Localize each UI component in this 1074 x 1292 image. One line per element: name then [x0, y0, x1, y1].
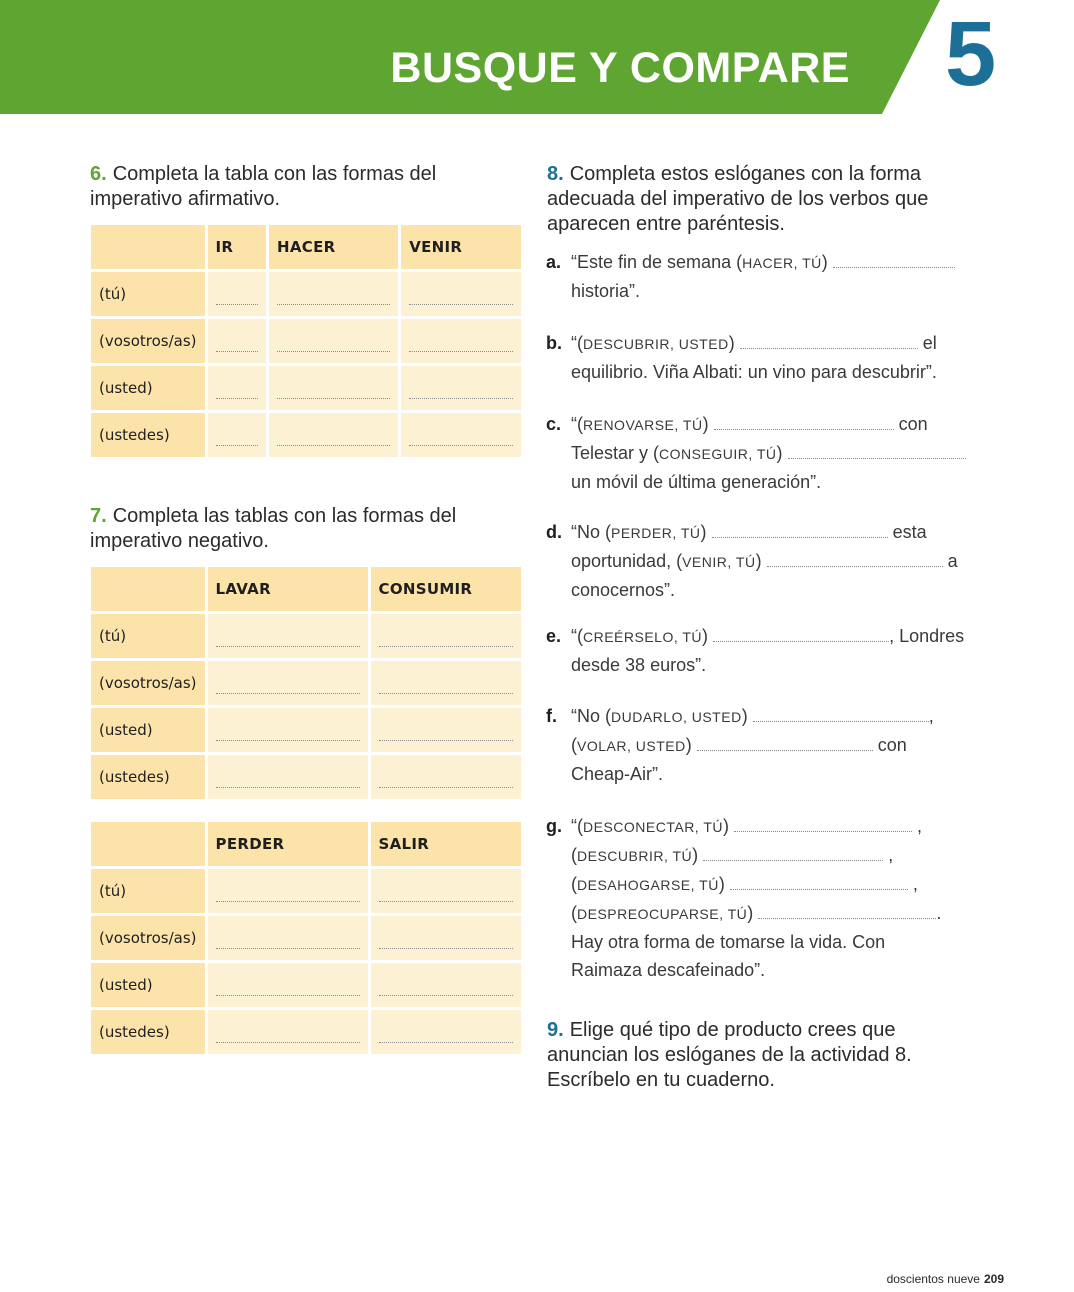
- exercise-6-text: Completa la tabla con las formas del imperativo afirmativo.: [90, 163, 437, 210]
- slogan-text: ): [702, 626, 709, 646]
- slogan-text: (: [571, 903, 577, 923]
- table-header-row: [91, 822, 521, 866]
- slogan-a: [546, 248, 986, 305]
- slogan-text: a: [947, 551, 958, 571]
- table-row: [91, 614, 521, 658]
- answer-cell[interactable]: [371, 916, 521, 960]
- slogan-text: oportunidad, (: [571, 551, 683, 571]
- slogan-text: ): [755, 551, 762, 571]
- exercise-6-number: 6.: [90, 163, 107, 185]
- slogan-text: “No (: [571, 522, 611, 542]
- slogan-letter: g.: [546, 816, 562, 836]
- slogan-text: desde 38 euros”.: [571, 655, 707, 675]
- answer-cell[interactable]: [269, 319, 398, 363]
- slogan-g: [546, 812, 986, 984]
- slogan-c: [546, 410, 986, 496]
- slogan-text: el: [922, 333, 937, 353]
- slogan-text: Cheap-Air”.: [571, 764, 664, 784]
- table-imperativo-afirmativo: [88, 222, 524, 460]
- row-label: (tú): [91, 272, 205, 316]
- slogan-text: (: [571, 735, 577, 755]
- answer-cell[interactable]: [208, 963, 368, 1007]
- slogan-b: [546, 329, 986, 386]
- table-row: [91, 755, 521, 799]
- table-row: [91, 413, 521, 457]
- exercise-9-text: Elige qué tipo de producto crees que anuncian los eslóganes de la actividad 8. Escríbelo en tu cuaderno.: [547, 1019, 912, 1091]
- slogan-text: ): [747, 903, 754, 923]
- page-title: BUSQUE Y COMPARE: [390, 44, 850, 92]
- exercise-9-number: 9.: [547, 1019, 564, 1041]
- slogan-f: [546, 702, 986, 788]
- answer-cell[interactable]: [208, 661, 368, 705]
- verb-hint: HACER, TÚ: [742, 255, 822, 271]
- exercise-8-number: 8.: [547, 163, 564, 185]
- verb-hint: DESPREOCUPARSE, TÚ: [577, 906, 748, 922]
- slogan-text: ): [685, 735, 692, 755]
- answer-blank[interactable]: [767, 549, 943, 567]
- exercise-7-heading: [90, 504, 500, 554]
- row-label: (vosotros/as): [91, 661, 205, 705]
- exercise-8-heading: [547, 162, 977, 237]
- answer-cell[interactable]: [371, 1010, 521, 1054]
- answer-cell[interactable]: [371, 708, 521, 752]
- slogan-text: ): [741, 706, 748, 726]
- slogan-text: “(: [571, 816, 583, 836]
- exercise-7-number: 7.: [90, 505, 107, 527]
- table-header-row: [91, 567, 521, 611]
- slogan-text: .: [936, 903, 942, 923]
- slogan-text: ): [728, 333, 735, 353]
- table-row: [91, 661, 521, 705]
- slogan-text: (: [571, 845, 577, 865]
- column-header: SALIR: [371, 822, 521, 866]
- slogan-text: ): [702, 414, 709, 434]
- answer-cell[interactable]: [371, 869, 521, 913]
- verb-hint: DESCUBRIR, USTED: [583, 336, 729, 352]
- answer-cell[interactable]: [371, 963, 521, 1007]
- answer-blank[interactable]: [712, 520, 888, 538]
- slogan-text: “Este fin de semana (: [571, 252, 743, 272]
- slogan-text: “(: [571, 333, 583, 353]
- slogan-text: ): [700, 522, 707, 542]
- slogan-text: “(: [571, 414, 583, 434]
- answer-blank[interactable]: [788, 441, 966, 459]
- slogan-text: un móvil de última generación”.: [571, 472, 822, 492]
- table-corner-cell: [91, 822, 205, 866]
- answer-cell[interactable]: [208, 1010, 368, 1054]
- exercise-8-text: Completa estos eslóganes con la forma adecuada del imperativo de los verbos que aparecen entre paréntesis.: [547, 163, 929, 235]
- answer-blank[interactable]: [740, 331, 918, 349]
- page-number: 209: [983, 1272, 1004, 1286]
- table-row: [91, 869, 521, 913]
- slogan-letter: f.: [546, 706, 557, 726]
- row-label: (ustedes): [91, 755, 205, 799]
- slogan-text: Telestar y (: [571, 443, 660, 463]
- answer-cell[interactable]: [401, 413, 521, 457]
- unit-number: 5: [945, 3, 997, 105]
- slogan-text: Hay otra forma de tomarse la vida. Con: [571, 932, 886, 952]
- verb-hint: VENIR, TÚ: [682, 554, 756, 570]
- verb-hint: VOLAR, USTED: [577, 738, 686, 754]
- answer-blank[interactable]: [714, 412, 894, 430]
- slogan-text: equilibrio. Viña Albati: un vino para descubrir”.: [571, 362, 937, 382]
- answer-cell[interactable]: [208, 319, 267, 363]
- slogan-letter: d.: [546, 522, 562, 542]
- table-corner-cell: [91, 567, 205, 611]
- slogan-text: con: [877, 735, 907, 755]
- column-header: CONSUMIR: [371, 567, 521, 611]
- table-row: [91, 366, 521, 410]
- table-row: [91, 272, 521, 316]
- column-header: LAVAR: [208, 567, 368, 611]
- exercise-7-text: Completa las tablas con las formas del imperativo negativo.: [90, 505, 457, 552]
- slogan-text: ,: [912, 874, 918, 894]
- verb-hint: RENOVARSE, TÚ: [583, 417, 703, 433]
- answer-cell[interactable]: [401, 366, 521, 410]
- page-number-words: doscientos nueve: [886, 1272, 980, 1286]
- slogan-letter: a.: [546, 252, 562, 272]
- table-row: [91, 708, 521, 752]
- column-header: PERDER: [208, 822, 368, 866]
- answer-cell[interactable]: [401, 272, 521, 316]
- slogan-text: “(: [571, 626, 583, 646]
- slogan-text: Raimaza descafeinado”.: [571, 960, 766, 980]
- verb-hint: CONSEGUIR, TÚ: [659, 446, 777, 462]
- table-corner-cell: [91, 225, 205, 269]
- answer-cell[interactable]: [269, 366, 398, 410]
- verb-hint: DESCONECTAR, TÚ: [583, 819, 723, 835]
- table-row: [91, 319, 521, 363]
- answer-cell[interactable]: [208, 413, 267, 457]
- page-footer: [887, 1272, 1004, 1286]
- answer-cell[interactable]: [208, 755, 368, 799]
- slogan-d: [546, 518, 986, 604]
- slogan-text: (: [571, 874, 577, 894]
- row-label: (ustedes): [91, 1010, 205, 1054]
- slogan-text: ): [776, 443, 783, 463]
- column-header: VENIR: [401, 225, 521, 269]
- answer-cell[interactable]: [269, 272, 398, 316]
- verb-hint: PERDER, TÚ: [611, 525, 701, 541]
- answer-cell[interactable]: [208, 366, 267, 410]
- answer-cell[interactable]: [208, 272, 267, 316]
- answer-blank[interactable]: [703, 843, 883, 861]
- slogan-letter: b.: [546, 333, 562, 353]
- table-imperativo-negativo-1: [88, 564, 524, 802]
- slogan-text: ): [718, 874, 725, 894]
- slogan-letter: c.: [546, 414, 562, 434]
- table-row: [91, 1010, 521, 1054]
- answer-blank[interactable]: [758, 901, 936, 919]
- slogan-text: ,: [888, 845, 894, 865]
- row-label: (usted): [91, 963, 205, 1007]
- slogan-letter: e.: [546, 626, 562, 646]
- answer-blank[interactable]: [713, 624, 889, 642]
- row-label: (vosotros/as): [91, 916, 205, 960]
- answer-blank[interactable]: [730, 872, 908, 890]
- slogan-text: historia”.: [571, 281, 641, 301]
- column-header: IR: [208, 225, 267, 269]
- verb-hint: CREÉRSELO, TÚ: [583, 629, 703, 645]
- answer-blank[interactable]: [833, 250, 955, 268]
- table-row: [91, 963, 521, 1007]
- slogan-text: ): [821, 252, 828, 272]
- answer-cell[interactable]: [269, 413, 398, 457]
- verb-hint: DESAHOGARSE, TÚ: [577, 877, 719, 893]
- slogan-text: ,: [928, 706, 934, 726]
- answer-cell[interactable]: [371, 661, 521, 705]
- table-header-row: [91, 225, 521, 269]
- answer-cell[interactable]: [371, 755, 521, 799]
- row-label: (ustedes): [91, 413, 205, 457]
- slogan-text: conocernos”.: [571, 580, 676, 600]
- slogan-text: ): [723, 816, 729, 836]
- slogan-text: esta: [892, 522, 927, 542]
- slogan-text: “No (: [571, 706, 611, 726]
- answer-cell[interactable]: [371, 614, 521, 658]
- table-imperativo-negativo-2: [88, 819, 524, 1057]
- column-header: HACER: [269, 225, 398, 269]
- exercise-6-heading: [90, 162, 490, 212]
- verb-hint: DESCUBRIR, TÚ: [577, 848, 693, 864]
- answer-blank[interactable]: [697, 733, 873, 751]
- answer-cell[interactable]: [208, 916, 368, 960]
- slogan-e: [546, 622, 986, 679]
- slogan-text: con: [898, 414, 928, 434]
- slogan-text: ,: [917, 816, 923, 836]
- slogan-text: ): [692, 845, 699, 865]
- answer-cell[interactable]: [208, 708, 368, 752]
- answer-blank[interactable]: [734, 814, 912, 832]
- row-label: (tú): [91, 614, 205, 658]
- answer-cell[interactable]: [208, 614, 368, 658]
- row-label: (usted): [91, 708, 205, 752]
- answer-cell[interactable]: [401, 319, 521, 363]
- row-label: (vosotros/as): [91, 319, 205, 363]
- row-label: (usted): [91, 366, 205, 410]
- table-row: [91, 916, 521, 960]
- answer-cell[interactable]: [208, 869, 368, 913]
- answer-blank[interactable]: [753, 704, 929, 722]
- exercise-9-heading: [547, 1018, 967, 1093]
- verb-hint: DUDARLO, USTED: [611, 709, 742, 725]
- row-label: (tú): [91, 869, 205, 913]
- slogan-text: , Londres: [889, 626, 965, 646]
